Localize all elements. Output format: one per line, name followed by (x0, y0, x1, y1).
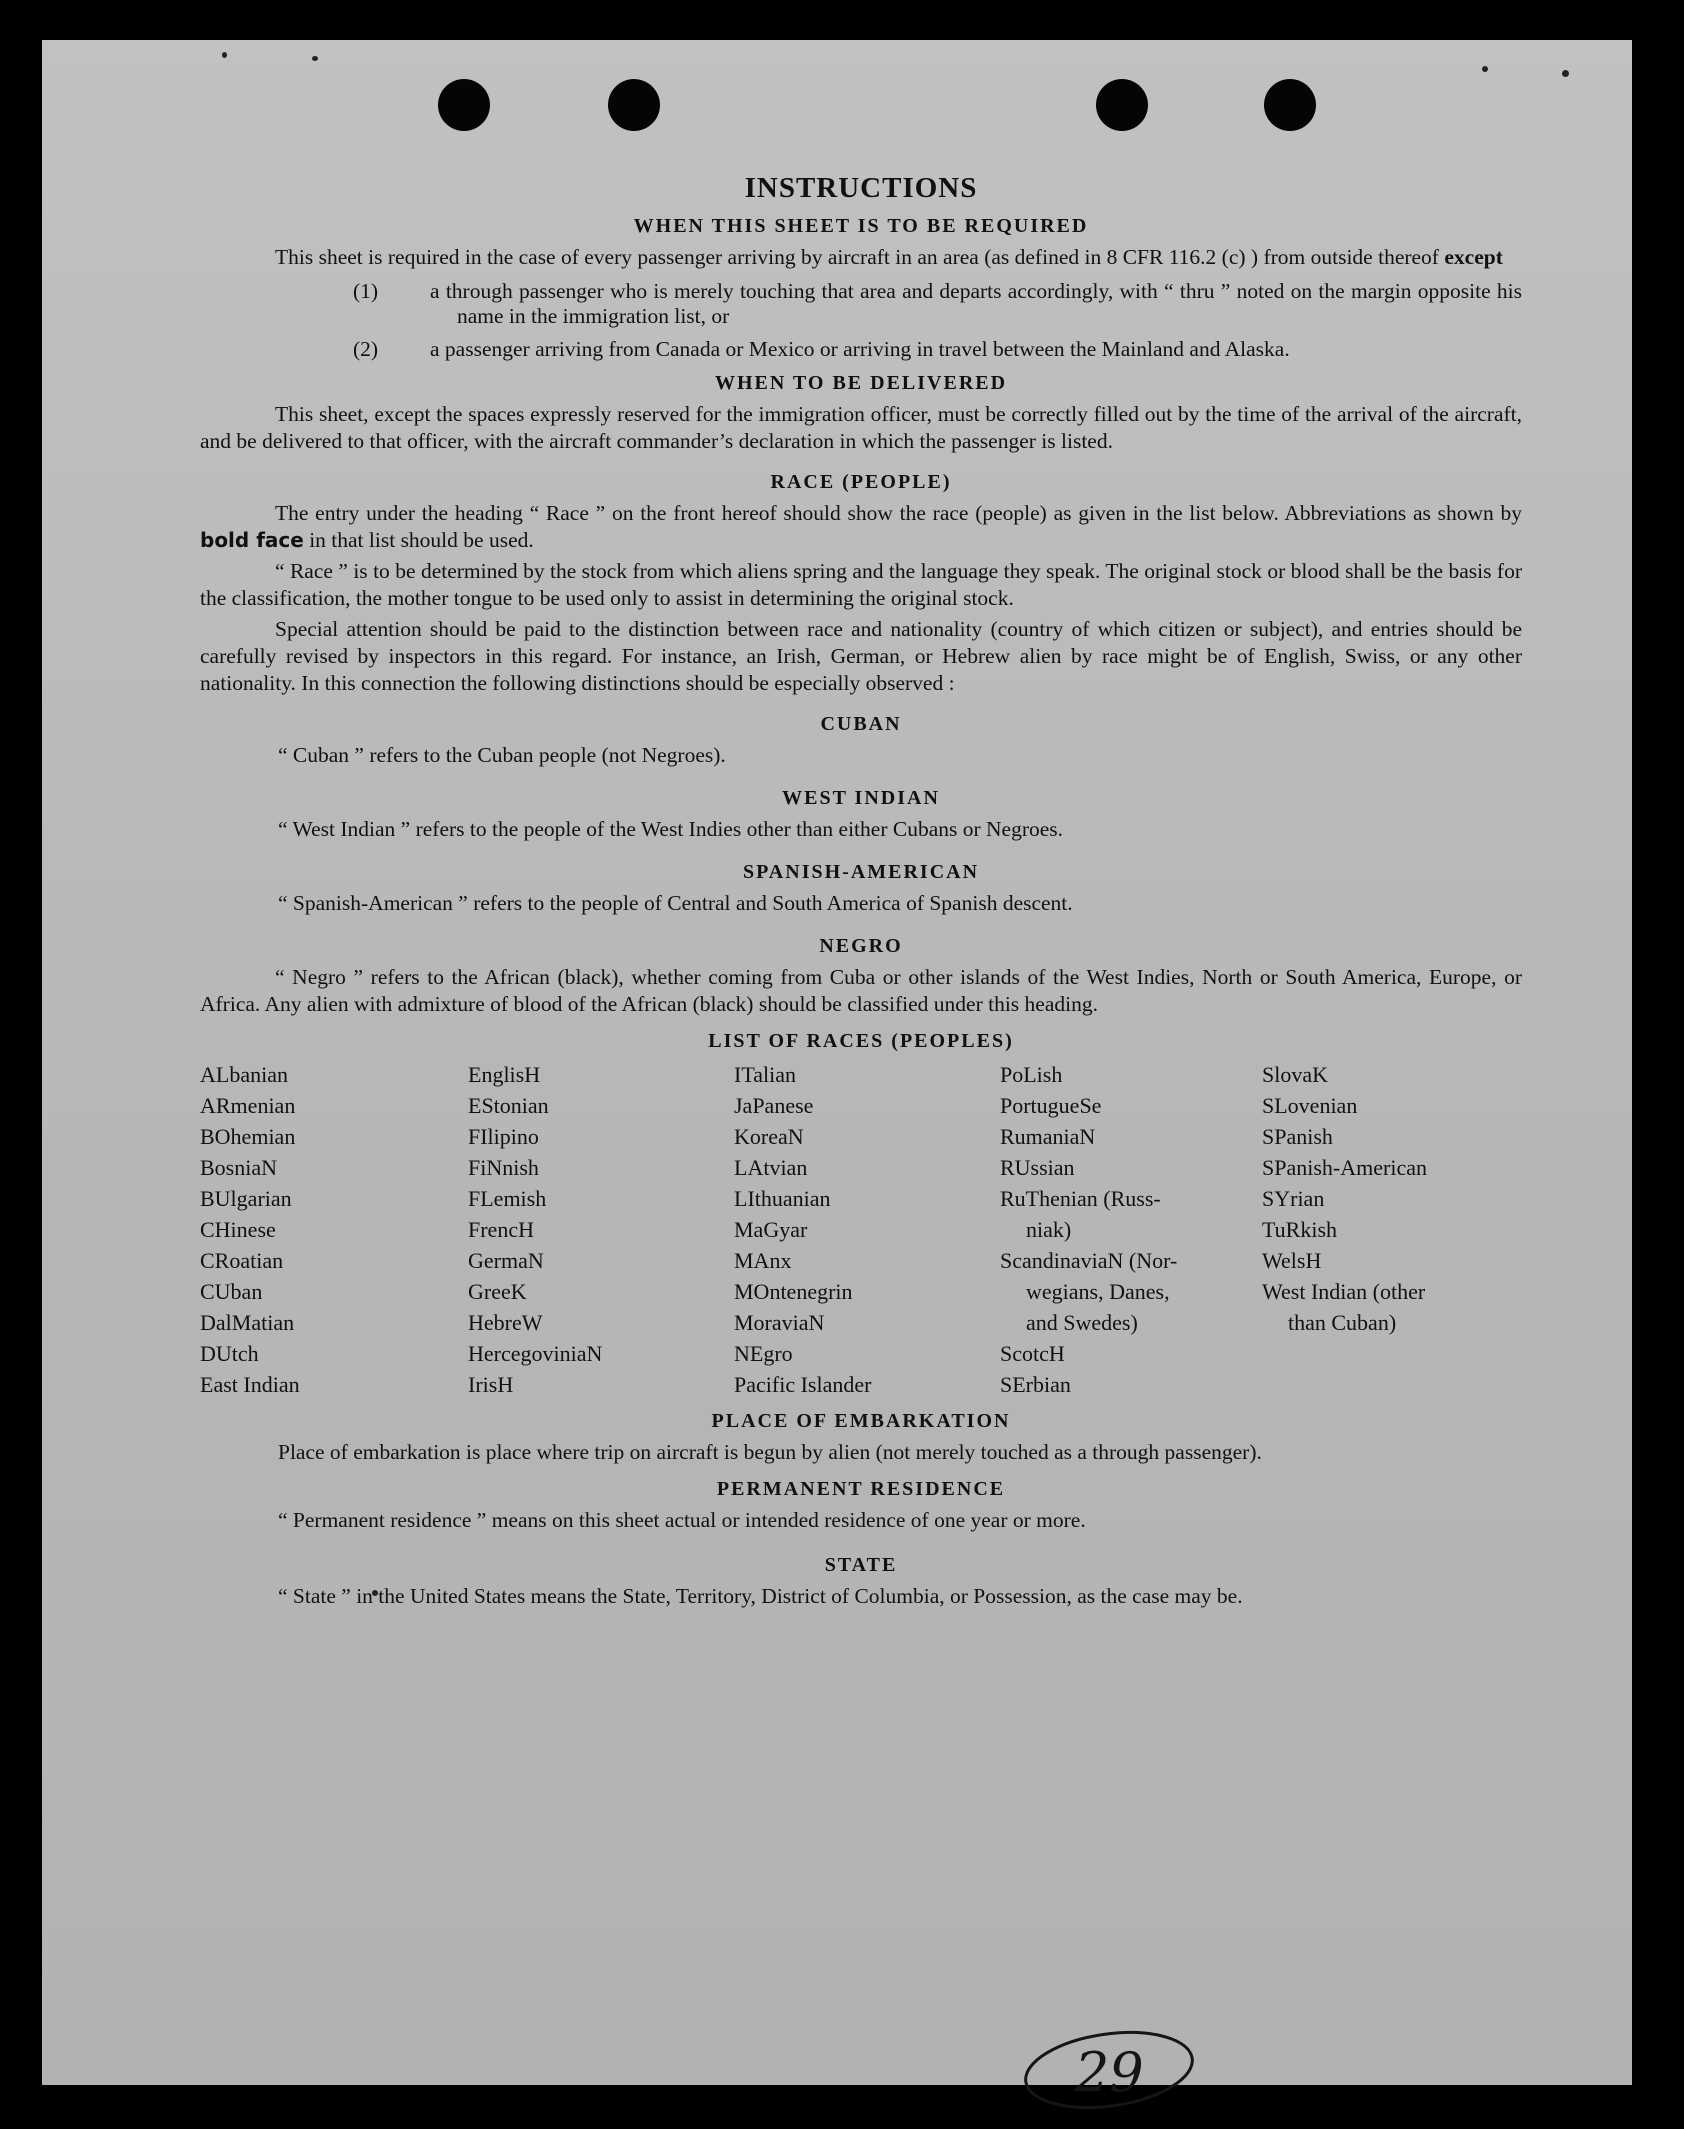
race-entry: and Swedes) (1026, 1310, 1138, 1335)
instructions-content (200, 172, 1522, 1610)
race-entry: TuRkish (1262, 1217, 1338, 1242)
race-entry: BUlgarian (200, 1186, 292, 1211)
race-entry: SErbian (1000, 1372, 1071, 1397)
paragraph-when-delivered: This sheet, except the spaces expressly reserved for the immigration officer, must be correctly filled out by the time of the arrival of the aircraft, and be delivered to that officer, with the aircraft commander’s declaration in which the passenger is listed. (200, 402, 1522, 453)
heading-cuban: CUBAN (820, 713, 902, 735)
races-list (200, 1059, 1522, 1400)
race-entry: FrencH (468, 1217, 534, 1242)
race-entry: MOntenegrin (734, 1279, 853, 1304)
heading-when-required: WHEN THIS SHEET IS TO BE REQUIRED (633, 215, 1089, 237)
speck (1482, 66, 1488, 72)
paragraph-when-required: This sheet is required in the case of every passenger arriving by aircraft in an area (as defined in 8 CFR 116.2 (c) ) from outside thereof except (275, 245, 1503, 269)
race-entry: FLemish (468, 1186, 547, 1211)
paragraph-cuban: “ Cuban ” refers to the Cuban people (not Negroes). (278, 743, 726, 767)
heading-state: STATE (824, 1554, 898, 1576)
races-column (468, 1059, 734, 1400)
race-entry: DUtch (200, 1341, 259, 1366)
heading-embarkation: PLACE OF EMBARKATION (711, 1410, 1011, 1432)
paragraph-negro: “ Negro ” refers to the African (black), whether coming from Cuba or other islands of the West Indies, North or South America, Europe, or Africa. Any alien with admixture of blood of the African (black) should be classified under this heading. (200, 965, 1522, 1016)
races-column (1000, 1059, 1262, 1400)
race-entry: ALbanian (200, 1062, 288, 1087)
race-entry: PortugueSe (1000, 1093, 1102, 1118)
race-entry: ARmenian (200, 1093, 296, 1118)
race-entry: JaPanese (734, 1093, 814, 1118)
race-entry: CHinese (200, 1217, 276, 1242)
race-entry: FiNnish (468, 1155, 539, 1180)
paragraph-race-1: The entry under the heading “ Race ” on the front hereof should show the race (people) as given in the list below. Abbreviations as shown by bold face in that list should be used. (200, 501, 1522, 552)
page-title: INSTRUCTIONS (744, 172, 978, 204)
exception-item: (1) a through passenger who is merely touching that area and departs accordingly, with “ thru ” noted on the margin opposite his name in the immigration list, or (353, 279, 1522, 328)
race-entry: MaGyar (734, 1217, 808, 1242)
race-entry: CUban (200, 1279, 263, 1304)
punch-hole (438, 79, 490, 131)
heading-spanish-american: SPANISH-AMERICAN (742, 861, 980, 883)
race-entry: WelsH (1262, 1248, 1322, 1273)
race-entry: LIthuanian (734, 1186, 831, 1211)
race-entry: EnglisH (468, 1062, 541, 1087)
speck (312, 56, 318, 61)
race-entry: FIlipino (468, 1124, 539, 1149)
paragraph-permanent-residence: “ Permanent residence ” means on this sheet actual or intended residence of one year or more. (278, 1508, 1086, 1532)
race-entry: RuThenian (Russ- (1000, 1186, 1161, 1211)
races-column (200, 1059, 468, 1400)
race-entry: SPanish-American (1262, 1155, 1427, 1180)
race-entry: RumaniaN (1000, 1124, 1096, 1149)
race-entry: IrisH (468, 1372, 514, 1397)
race-entry: EStonian (468, 1093, 549, 1118)
races-column (1262, 1059, 1522, 1400)
heading-west-indian: WEST INDIAN (782, 787, 940, 809)
race-entry: Pacific Islander (734, 1372, 872, 1397)
race-entry: SlovaK (1262, 1062, 1328, 1087)
race-entry: HebreW (468, 1310, 543, 1335)
race-entry: CRoatian (200, 1248, 284, 1273)
race-entry: East Indian (200, 1372, 300, 1397)
handwritten-number-mark (1017, 2025, 1207, 2115)
heading-negro: NEGRO (819, 935, 903, 957)
heading-when-delivered: WHEN TO BE DELIVERED (714, 372, 1008, 394)
punch-hole (1096, 79, 1148, 131)
paragraph-race-2: “ Race ” is to be determined by the stock from which aliens spring and the language they speak. The original stock or blood shall be the basis for the classification, the mother tongue to be used only to assist in determining the original stock. (200, 559, 1522, 610)
race-entry: BOhemian (200, 1124, 296, 1149)
heading-list-of-races: LIST OF RACES (PEOPLES) (708, 1030, 1014, 1052)
paragraph-embarkation: Place of embarkation is place where trip on aircraft is begun by alien (not merely touched as a through passenger). (278, 1440, 1262, 1464)
race-entry: ITalian (734, 1062, 796, 1087)
race-entry: LAtvian (734, 1155, 808, 1180)
paragraph-west-indian: “ West Indian ” refers to the people of the West Indies other than either Cubans or Negroes. (278, 817, 1064, 841)
race-entry: SPanish (1262, 1124, 1333, 1149)
heading-race: RACE (PEOPLE) (770, 471, 952, 493)
races-column (734, 1059, 1000, 1400)
race-entry: BosniaN (200, 1155, 277, 1180)
race-entry: KoreaN (734, 1124, 804, 1149)
race-entry: SLovenian (1262, 1093, 1358, 1118)
race-entry: MAnx (734, 1248, 792, 1273)
race-entry: wegians, Danes, (1026, 1279, 1170, 1304)
exception-item: (2) a passenger arriving from Canada or Mexico or arriving in travel between the Mainland and Alaska. (353, 337, 1290, 361)
race-entry: niak) (1026, 1217, 1072, 1242)
race-entry: SYrian (1262, 1186, 1325, 1211)
heading-permanent-residence: PERMANENT RESIDENCE (716, 1478, 1006, 1500)
race-entry: GreeK (468, 1279, 527, 1304)
paragraph-race-3: Special attention should be paid to the distinction between race and nationality (country of which citizen or subject), and entries should be carefully revised by inspectors in this regard. For instance, an Irish, German, or Hebrew alien by race might be of English, Swiss, or any other nationality. In this connection the following distinctions should be especially observed : (200, 617, 1522, 695)
punch-hole (608, 79, 660, 131)
handwritten-number-text: 29 (1075, 2041, 1144, 2104)
exceptions-list (200, 279, 1522, 362)
paragraph-spanish-american: “ Spanish-American ” refers to the people of Central and South America of Spanish descent. (278, 891, 1073, 915)
document-sheet (42, 40, 1632, 2104)
race-entry: than Cuban) (1288, 1310, 1397, 1335)
race-entry: ScotcH (1000, 1341, 1065, 1366)
race-entry: GermaN (468, 1248, 544, 1273)
speck (222, 52, 227, 58)
race-entry: MoraviaN (734, 1310, 825, 1335)
race-entry: RUssian (1000, 1155, 1075, 1180)
speck (1562, 70, 1569, 77)
race-entry: DalMatian (200, 1310, 295, 1335)
race-entry: West Indian (other (1262, 1279, 1426, 1304)
race-entry: HercegoviniaN (468, 1341, 603, 1366)
race-entry: PoLish (1000, 1062, 1063, 1087)
race-entry: ScandinaviaN (Nor- (1000, 1248, 1178, 1273)
race-entry: NEgro (734, 1341, 793, 1366)
punch-hole (1264, 79, 1316, 131)
paragraph-state: “ State ” in the United States means the State, Territory, District of Columbia, or Possession, as the case may be. (278, 1584, 1243, 1608)
